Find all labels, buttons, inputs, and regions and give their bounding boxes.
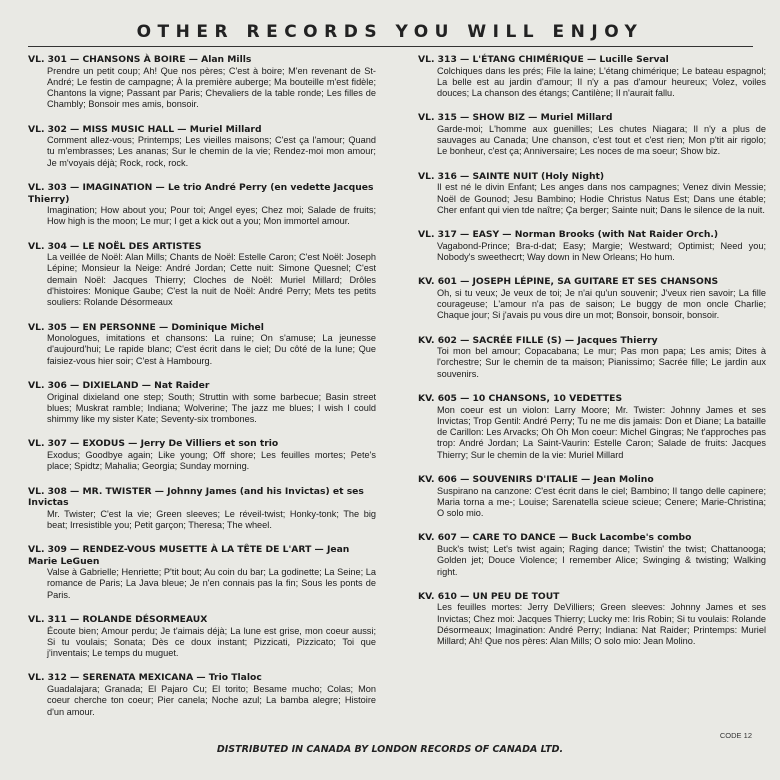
record-artist: Buck Lacombe's combo bbox=[571, 532, 692, 544]
record-heading: VL. 311 — ROLANDE DÉSORMEAUX bbox=[28, 614, 208, 626]
left-column bbox=[28, 54, 376, 731]
distribution-footer: DISTRIBUTED IN CANADA BY LONDON RECORDS OF CANADA LTD. bbox=[216, 744, 564, 755]
record-tracklist: Mr. Twister; C'est la vie; Green sleeves; Le réveil-twist; Honky-tonk; The big beat; Irresistible you; Petit garçon; Theresa; The wheel. bbox=[47, 508, 376, 530]
record-heading: VL. 308 — MR. TWISTER — Johnny James (and his Invictas) et ses Invictas bbox=[28, 485, 364, 509]
record-code: VL. 303 bbox=[28, 182, 67, 194]
record-tracklist: Garde-moi; L'homme aux guenilles; Les chutes Niagara; Il n'y a plus de sauvages au Canada; Une chanson, c'est tout et c'est rien; Mon p'tit air rigolo; Le bonheur, c'est ça; Anniversaire; Les noces de ma soeur; Show biz. bbox=[437, 123, 766, 157]
record-code: VL. 302 bbox=[28, 123, 67, 135]
record-tracklist: Mon coeur est un violon: Larry Moore; Mr. Twister: Johnny James et ses Invictas; Trop Gentil: André Perry; Tu ne me dis jamais: Don et Diane; La bataille de Carillon: Les Arvacks; Oh Oh Mon coeur: Michel Gingras; Ne t'approches pas trop: André Jordan; La Saint-Vaurin: Estelle Caron; Salade de fruits: Jacques Thierry; Sur le chemin de la vie: Muriel Millard bbox=[437, 404, 766, 460]
record-code: VL. 306 bbox=[28, 380, 67, 392]
record-tracklist: Prendre un petit coup; Ah! Que nos pères; C'est à boire; M'en revenant de St-André; Le festin de campagne; À la première auberge; Ma bouteille m'est fidèle; Chantons la vigne; Passant par Paris; Chevaliers de la table ronde; Les filles de Chambly; Bonsoir mes amis, bonsoir. bbox=[47, 65, 376, 110]
record-code: VL. 301 bbox=[28, 54, 67, 65]
record-entry bbox=[28, 672, 376, 717]
record-artist: Le trio André Perry (en vedette Jacques Thierry) bbox=[28, 182, 374, 205]
record-heading: VL. 309 — RENDEZ-VOUS MUSETTE À LA TÊTE DE L'ART — Jean Marie LeGuen bbox=[28, 544, 350, 567]
record-artist: Dominique Michel bbox=[171, 321, 264, 333]
record-entry bbox=[418, 276, 766, 321]
record-heading: VL. 313 — L'ÉTANG CHIMÉRIQUE — Lucille Serval bbox=[418, 54, 669, 65]
record-heading: VL. 315 — SHOW BIZ — Muriel Millard bbox=[418, 112, 613, 124]
record-code: VL. 317 bbox=[418, 229, 457, 241]
page-title: OTHER RECORDS YOU WILL ENJOY bbox=[136, 22, 644, 42]
record-tracklist: Exodus; Goodbye again; Like young; Off shore; Les feuilles mortes; Pete's place; Spidtz; Mahalia; Georgia; Sunday morning. bbox=[47, 449, 376, 472]
record-artist: Jerry De Villiers et son trio bbox=[140, 438, 279, 450]
record-heading: VL. 316 — SAINTE NUIT (Holy Night) bbox=[418, 170, 605, 182]
record-tracklist: Comment allez-vous; Printemps; Les vieilles maisons; C'est ça l'amour; Quand tu m'embrasses; Les ananas; Sur le chemin de la vie; Rendez-moi mon amour; Je m'voyais déjà; Rock, rock, rock. bbox=[47, 135, 376, 168]
title-divider bbox=[28, 46, 753, 47]
record-heading: VL. 301 — CHANSONS À BOIRE — Alan Mills bbox=[28, 54, 252, 65]
record-entry bbox=[418, 335, 766, 380]
record-entry bbox=[28, 614, 376, 659]
record-code: KV. 601 bbox=[418, 276, 457, 288]
record-tracklist: Suspirano na canzone: C'est écrit dans le ciel; Bambino; Il tango delle capinere; Maria torna a me-; Louise; Sarenatella scieue scieue; Cenere; Marie-Christina; O solo mio. bbox=[437, 485, 766, 519]
record-artist: Muriel Millard bbox=[189, 123, 262, 135]
record-heading: KV. 607 — CARE TO DANCE — Buck Lacombe's combo bbox=[418, 532, 692, 544]
record-entry bbox=[28, 486, 376, 532]
record-code: VL. 308 bbox=[28, 485, 67, 497]
record-artist: Norman Brooks (with Nat Raider Orch.) bbox=[514, 229, 719, 241]
record-entry bbox=[418, 112, 766, 157]
record-heading: KV. 602 — SACRÉE FILLE (S) — Jacques Thierry bbox=[418, 334, 658, 346]
record-tracklist: Monologues, imitations et chansons: La ruine; On s'amuse; La jeunesse d'aujourd'hui; Le rapide blanc; C'est écrit dans le ciel; Du côté de la lune; Que faisiez-vous hier soir; C'est à Hambourg. bbox=[47, 333, 376, 366]
record-code: KV. 602 bbox=[418, 334, 457, 346]
record-heading: KV. 605 — 10 CHANSONS, 10 VEDETTES bbox=[418, 393, 623, 405]
record-heading: KV. 606 — SOUVENIRS D'ITALIE — Jean Molino bbox=[418, 474, 654, 486]
record-title: ROLANDE DÉSORMEAUX bbox=[82, 614, 208, 626]
record-entry bbox=[418, 54, 766, 99]
record-entry bbox=[28, 182, 376, 228]
record-code: VL. 312 bbox=[28, 672, 67, 684]
record-code: KV. 606 bbox=[418, 474, 457, 486]
record-entry bbox=[418, 474, 766, 519]
record-title: DIXIELAND bbox=[82, 380, 139, 392]
record-heading: KV. 601 — JOSEPH LÉPINE, SA GUITARE ET SES CHANSONS bbox=[418, 276, 719, 288]
record-code: VL. 315 bbox=[418, 112, 457, 124]
record-entry bbox=[28, 544, 376, 601]
record-title: SOUVENIRS D'ITALIE bbox=[472, 474, 578, 486]
record-code: VL. 316 bbox=[418, 170, 457, 182]
record-code: VL. 305 bbox=[28, 321, 67, 333]
record-code: VL. 307 bbox=[28, 438, 67, 450]
record-tracklist: Il est né le divin Enfant; Les anges dans nos campagnes; Venez divin Messie; Noël de Gounod; Jesu Bambino; Hodie Christus Natus Est; Dans une étable; Cher enfant qui vien tde naître; Ça berger; Sainte nuit; Dans le silence de la nuit. bbox=[437, 182, 766, 215]
record-tracklist: Les feuilles mortes: Jerry DeVilliers; Green sleeves: Johnny James et ses Invictas; Chez moi: Jacques Thierry; Lucky me: Iris Robin; Si tu voulais: Rolande Désormeaux; Imagination: André Perry; Indiana: Nat Raider; Printemps: Muriel Millard; Ah! Que nos pères: Alan Mills; O solo mio: Jean Molino. bbox=[437, 602, 766, 647]
record-entry bbox=[28, 124, 376, 169]
record-artist: Trio Tlaloc bbox=[208, 672, 262, 684]
record-tracklist: Toi mon bel amour; Copacabana; Le mur; Pas mon papa; Les amis; Dites à l'orchestre; Sur le chemin de ta maison; Pianissimo; Sacrée fille; Le jardin aux souvenirs. bbox=[437, 346, 766, 379]
record-code: VL. 309 bbox=[28, 544, 67, 556]
record-tracklist: La veillée de Noël: Alan Mills; Chants de Noël: Estelle Caron; C'est Noël: Joseph Lépine; Monsieur la Neige: André Jordan; Cette nuit: Simone Quesnel; C'est demain Noël: Jacques Thierry; Cloches de Noël: Muriel Millard; Drôles d'histoires: Monique Gaube; C'est la nuit de Noël: André Perry; Mets tes petits souliers: Rolande Désormeaux bbox=[47, 252, 376, 308]
record-title: IMAGINATION bbox=[82, 182, 153, 194]
record-entry bbox=[28, 438, 376, 472]
record-entry bbox=[418, 532, 766, 577]
record-code: KV. 610 bbox=[418, 590, 457, 602]
record-entry bbox=[28, 380, 376, 425]
record-title: LE NOËL DES ARTISTES bbox=[82, 240, 202, 252]
record-artist: Jean Marie LeGuen bbox=[28, 544, 350, 567]
record-artist: Muriel Millard bbox=[540, 112, 613, 124]
code-label: CODE 12 bbox=[719, 731, 752, 740]
record-artist: Alan Mills bbox=[201, 54, 252, 65]
record-heading: VL. 304 — LE NOËL DES ARTISTES bbox=[28, 240, 202, 252]
record-title: UN PEU DE TOUT bbox=[472, 590, 560, 602]
record-code: VL. 304 bbox=[28, 240, 67, 252]
record-title: CHANSONS À BOIRE bbox=[82, 54, 186, 65]
record-entry bbox=[418, 591, 766, 648]
record-heading: VL. 317 — EASY — Norman Brooks (with Nat Raider Orch.) bbox=[418, 229, 719, 241]
record-tracklist: Imagination; How about you; Pour toi; Angel eyes; Chez moi; Salade de fruits; How high is the moon; Le mur; I get a kick out a you; Mon immortel amour. bbox=[47, 205, 376, 227]
record-heading: VL. 303 — IMAGINATION — Le trio André Perry (en vedette Jacques Thierry) bbox=[28, 182, 374, 205]
record-title: EASY bbox=[472, 229, 500, 241]
record-entry bbox=[418, 229, 766, 263]
record-tracklist: Valse à Gabrielle; Henriette; P'tit bout; Au coin du bar; La godinette; La Seine; La romance de Paris; La Java bleue; Je n'en connais pas la fin; Sous les ponts de Paris. bbox=[47, 567, 376, 600]
record-title: RENDEZ-VOUS MUSETTE À LA TÊTE DE L'ART bbox=[82, 544, 312, 556]
record-heading: KV. 610 — UN PEU DE TOUT bbox=[418, 590, 560, 602]
record-tracklist: Guadalajara; Granada; El Pajaro Cu; El torito; Besame mucho; Colas; Mon coeur cherche ton coeur; Pier canela; Noche azul; La bamba alegre; Histoire d'un amour. bbox=[47, 683, 376, 717]
record-title: CARE TO DANCE bbox=[472, 532, 556, 544]
record-code: VL. 311 bbox=[28, 614, 67, 626]
record-tracklist: Buck's twist; Let's twist again; Raging dance; Twistin' the twist; Chattanooga; Golden jet; Douce Violence; I remember Alice; Swinging & twisting; Walking right. bbox=[437, 543, 766, 577]
record-heading: VL. 302 — MISS MUSIC HALL — Muriel Millard bbox=[28, 123, 262, 135]
record-code: KV. 607 bbox=[418, 532, 457, 544]
record-title: SERENATA MEXICANA bbox=[82, 672, 194, 684]
record-title: SACRÉE FILLE (S) bbox=[472, 334, 562, 346]
record-code: VL. 313 bbox=[418, 54, 457, 65]
record-artist: Jean Molino bbox=[593, 474, 654, 486]
record-entry bbox=[418, 393, 766, 461]
record-title: EXODUS bbox=[82, 438, 125, 450]
record-heading: VL. 306 — DIXIELAND — Nat Raider bbox=[28, 380, 210, 392]
record-tracklist: Colchiques dans les prés; File la laine; L'étang chimérique; Le bateau espagnol; La belle est au jardin d'amour; Il n'y a pas d'amour heureux; Volez, voiles douces; La chanson des étangs; Cantilène; Il n'aurait fallu. bbox=[437, 65, 766, 99]
record-title: MR. TWISTER bbox=[82, 485, 152, 497]
right-column bbox=[418, 54, 766, 661]
record-tracklist: Original dixieland one step; South; Struttin with some barbecue; Basin street blues; Muskrat ramble; Indiana; Wolverine; The jazz me blues; I wish I could shimmy like my sister Kate; Seventy-six trombones. bbox=[47, 391, 376, 425]
record-artist: Nat Raider bbox=[154, 380, 210, 392]
record-title: L'ÉTANG CHIMÉRIQUE bbox=[472, 54, 584, 65]
record-title: SHOW BIZ bbox=[472, 112, 525, 124]
record-entry bbox=[28, 241, 376, 309]
record-tracklist: Écoute bien; Amour perdu; Je t'aimais déjà; La lune est grise, mon coeur aussi; Si tu voulais; Sonata; Dès ce doux instant; Pizzicati, Pizzicato; Toi que j'inventais; Le temps du muguet. bbox=[47, 625, 376, 659]
record-tracklist: Oh, si tu veux; Je veux de toi; Je n'ai qu'un souvenir; J'veux rien savoir; La fille courageuse; L'amour n'a pas de saison; Le buggy de mon oncle Charlie; Chaque jour; Si j'avais pu vous dire un mot; Bonsoir, bonsoir, bonsoir. bbox=[437, 287, 766, 321]
record-code: KV. 605 bbox=[418, 393, 457, 405]
record-heading: VL. 312 — SERENATA MEXICANA — Trio Tlaloc bbox=[28, 672, 262, 684]
record-tracklist: Vagabond-Prince; Bra-d-dat; Easy; Margie; Westward; Optimist; Need you; Nobody's sweethecrt; Way down in New Orleans; Ho hum. bbox=[437, 240, 766, 262]
record-heading: VL. 307 — EXODUS — Jerry De Villiers et son trio bbox=[28, 438, 279, 450]
record-title: SAINTE NUIT (Holy Night) bbox=[472, 170, 605, 182]
record-heading: VL. 305 — EN PERSONNE — Dominique Michel bbox=[28, 321, 264, 333]
record-entry bbox=[28, 54, 376, 111]
record-title: 10 CHANSONS, 10 VEDETTES bbox=[472, 393, 623, 405]
record-entry bbox=[28, 322, 376, 367]
record-title: MISS MUSIC HALL bbox=[82, 123, 175, 135]
record-title: JOSEPH LÉPINE, SA GUITARE ET SES CHANSONS bbox=[472, 276, 719, 288]
record-artist: Jacques Thierry bbox=[577, 334, 658, 346]
record-entry bbox=[418, 171, 766, 216]
record-title: EN PERSONNE bbox=[82, 321, 156, 333]
record-artist: Johnny James (and his Invictas) et ses Invictas bbox=[28, 485, 364, 509]
record-artist: Lucille Serval bbox=[599, 54, 669, 65]
